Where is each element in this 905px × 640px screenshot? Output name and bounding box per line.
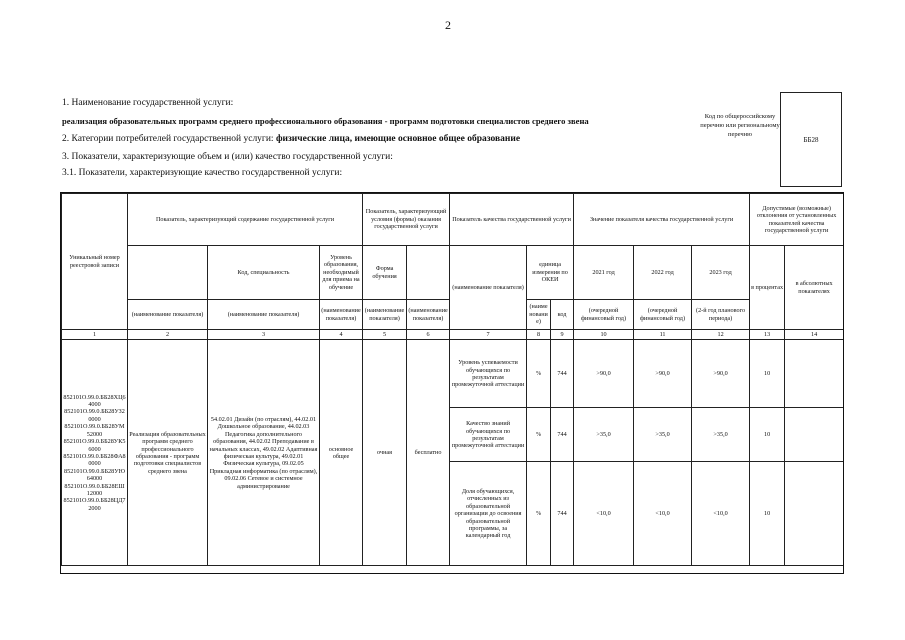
- quality-table: [61, 193, 844, 566]
- indicator-unit: %: [527, 340, 551, 408]
- h-code-spec: Код, специальность: [208, 246, 320, 300]
- indicator-dev: 10: [750, 462, 785, 566]
- col-num: 1: [62, 330, 128, 340]
- col-num: 10: [574, 330, 634, 340]
- h-year3: 2023 год: [692, 246, 750, 300]
- col-num: 12: [692, 330, 750, 340]
- section2-line: [62, 134, 520, 144]
- sub-name-6: (наименование показателя): [407, 300, 450, 330]
- indicator-v3: >90,0: [692, 340, 750, 408]
- col-num: 9: [551, 330, 574, 340]
- col-num: 8: [527, 330, 551, 340]
- indicator-v2: >90,0: [634, 340, 692, 408]
- table-row: [62, 340, 844, 408]
- indicator-v1: <10,0: [574, 462, 634, 566]
- h-empty-6: [407, 246, 450, 300]
- section2-prefix: 2. Категории потребителей государственной услуги:: [62, 134, 274, 144]
- indicator-unit: %: [527, 408, 551, 462]
- sub-y1: (очередной финансовый год): [574, 300, 634, 330]
- col-num: 6: [407, 330, 450, 340]
- indicator-v1: >90,0: [574, 340, 634, 408]
- indicator-v3: >35,0: [692, 408, 750, 462]
- col-num: 5: [363, 330, 407, 340]
- h-percent: в процентах: [750, 246, 785, 330]
- h-year2: 2022 год: [634, 246, 692, 300]
- sub-unit-code: код: [551, 300, 574, 330]
- h-unique: Уникальный номер реестровой записи: [62, 194, 128, 330]
- column-number-row: [62, 330, 844, 340]
- indicator-v2: <10,0: [634, 462, 692, 566]
- indicator-name: Доля обучающихся, отчисленных из образовательной организации до освоения образовательной программы, за календарный год: [450, 462, 527, 566]
- indicator-dev: 10: [750, 408, 785, 462]
- code-label: Код по общероссийскому перечню или региональному перечню: [700, 113, 780, 138]
- row-paid: бесплатно: [407, 340, 450, 566]
- h-form: Форма обучения: [363, 246, 407, 300]
- col-num: 3: [208, 330, 320, 340]
- section3-label: 3. Показатели, характеризующие объем и (или) качество государственной услуги:: [62, 152, 393, 162]
- h-absolute: в абсолютных показателях: [785, 246, 844, 330]
- indicator-abs: [785, 408, 844, 462]
- indicator-code: 744: [551, 462, 574, 566]
- indicator-unit: %: [527, 462, 551, 566]
- col-num: 2: [128, 330, 208, 340]
- row-form: очная: [363, 340, 407, 566]
- h-unit: единица измерения по ОКЕИ: [527, 246, 574, 300]
- header-row-2: [62, 246, 844, 300]
- indicator-code: 744: [551, 340, 574, 408]
- section2-value: физические лица, имеющие основное общее образование: [275, 134, 521, 144]
- indicator-abs: [785, 340, 844, 408]
- indicator-name: Качество знаний обучающихся по результатам промежуточной аттестации: [450, 408, 527, 462]
- indicator-abs: [785, 462, 844, 566]
- sub-name-2: (наименование показателя): [128, 300, 208, 330]
- sub-name-4: (наименование показателя): [320, 300, 363, 330]
- sub-y3: (2-й год планового периода): [692, 300, 750, 330]
- col-num: 4: [320, 330, 363, 340]
- row-codes: 852101О.99.0.ББ28ХЦ64000 852101О.99.0.ББ28УЗ20000 852101О.99.0.ББ28УМ52000 852101О.99.0.ББ28УК56000 852101О.99.0.ББ28ФА80000 852101О.99.0.ББ28УЮ64000 852101О.99.0.ББ28ЕШ12000 852101О.99.0.ББ28ЦД72000: [62, 340, 128, 566]
- indicator-name: Уровень успеваемости обучающихся по результатам промежуточной аттестации: [450, 340, 527, 408]
- sub-name-5: (наименование показателя): [363, 300, 407, 330]
- h-qname: (наименование показателя): [450, 246, 527, 330]
- row-content: Реализация образовательных программ среднего профессионального образования - программ подготовки специалистов среднего звена: [128, 340, 208, 566]
- row-level: основное общее: [320, 340, 363, 566]
- col-num: 13: [750, 330, 785, 340]
- indicator-dev: 10: [750, 340, 785, 408]
- h-conditions: Показатель, характеризующий условия (формы) оказания государственной услуги: [363, 194, 450, 246]
- h-values: Значение показателя качества государственной услуги: [574, 194, 750, 246]
- h-level: Уровень образования, необходимый для приема на обучение: [320, 246, 363, 300]
- header-row-1: [62, 194, 844, 246]
- service-name: реализация образовательных программ среднего профессионального образования - программ подготовки специалистов среднего звена: [62, 116, 589, 126]
- col-num: 14: [785, 330, 844, 340]
- indicator-v1: >35,0: [574, 408, 634, 462]
- col-num: 7: [450, 330, 527, 340]
- sub-name-3: (наименование показателя): [208, 300, 320, 330]
- row-specs: 54.02.01 Дизайн (по отраслям), 44.02.01 Дошкольное образование, 44.02.03 Педагогика дополнительного образования, 44.02.02 Преподавание в начальных классах, 49.02.02 Адаптивная физическая культура, 49.02.01 Физическая культура, 09.02.05 Прикладная информатика (по отраслям), 09.02.06 Сетевое и системное администрирование: [208, 340, 320, 566]
- h-empty-2: [128, 246, 208, 300]
- section31-label: 3.1. Показатели, характеризующие качество государственной услуги:: [62, 168, 343, 178]
- col-num: 11: [634, 330, 692, 340]
- code-value: ББ28: [803, 135, 819, 144]
- h-content: Показатель, характеризующий содержание государственной услуги: [128, 194, 363, 246]
- sub-unit-name: (наименование): [527, 300, 551, 330]
- h-quality: Показатель качества государственной услуги: [450, 194, 574, 246]
- sub-y2: (очередной финансовый год): [634, 300, 692, 330]
- section1-label: 1. Наименование государственной услуги:: [62, 98, 234, 108]
- code-box: [780, 92, 842, 187]
- page-number: 2: [445, 18, 451, 32]
- h-deviation: Допустимые (возможные) отклонения от установленных показателей качества государственной услуги: [750, 194, 844, 246]
- indicator-v3: <10,0: [692, 462, 750, 566]
- indicator-v2: >35,0: [634, 408, 692, 462]
- h-year1: 2021 год: [574, 246, 634, 300]
- indicator-code: 744: [551, 408, 574, 462]
